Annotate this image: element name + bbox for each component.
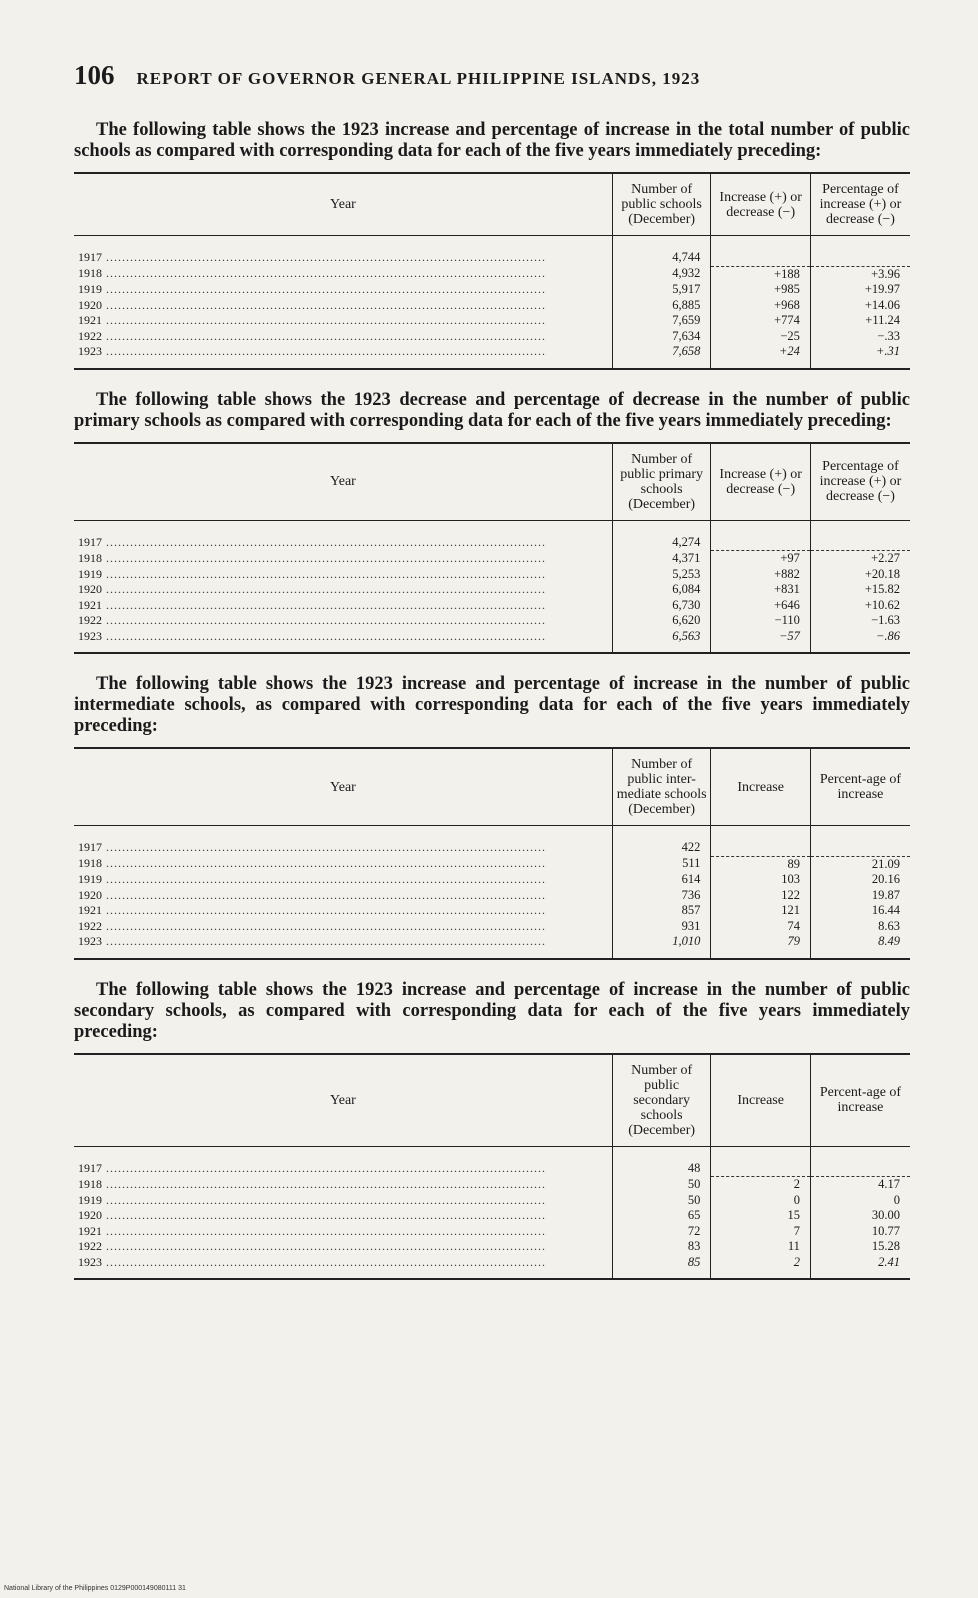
change-cell: −110 [711,613,811,629]
leader-dots: .............................................................................................................. [102,266,546,280]
year-cell [74,1239,612,1255]
leader-dots: .............................................................................................................. [102,328,546,343]
column-header: Percentage of increase (+) or decrease (−) [810,443,910,521]
change-cell: 89 [711,856,811,872]
percent-cell [810,520,910,551]
column-header: Increase (+) or decrease (−) [711,173,811,236]
year-label: 1921 [78,313,102,327]
change-cell: +831 [711,582,811,598]
number-cell: 72 [612,1224,711,1240]
table-row [74,582,910,598]
year-label: 1923 [78,1254,102,1269]
table-row [74,856,910,872]
table-row [74,826,910,857]
number-cell: 5,917 [612,282,711,298]
table-intro-paragraph: The following table shows the 1923 increase and percentage of increase in the number of public secondary schools, as compared with corresponding data for each of the five years immediately preceding: [74,979,910,1042]
percent-cell: +19.97 [810,282,910,298]
leader-dots: .............................................................................................................. [102,856,546,870]
number-cell: 50 [612,1177,711,1193]
table-row [74,344,910,369]
percent-cell: +15.82 [810,582,910,598]
table-row [74,567,910,583]
year-label: 1922 [78,1239,102,1253]
percent-cell: +10.62 [810,598,910,614]
leader-dots: .............................................................................................................. [102,628,546,643]
page-number: 106 [74,60,115,90]
percent-cell: +3.96 [810,266,910,282]
table-row [74,1255,910,1280]
table-row [74,282,910,298]
table-row [74,613,910,629]
year-cell [74,298,612,314]
change-cell: +97 [711,551,811,567]
percent-cell: +14.06 [810,298,910,314]
percent-cell: −.33 [810,329,910,345]
year-cell [74,856,612,872]
change-cell: 0 [711,1193,811,1209]
year-label: 1920 [78,1208,102,1222]
statistics-table [74,747,910,960]
year-cell [74,629,612,654]
year-cell [74,1146,612,1177]
percent-cell: 19.87 [810,888,910,904]
leader-dots: .............................................................................................................. [102,1176,546,1191]
year-cell [74,344,612,369]
table-row [74,236,910,267]
table-row [74,520,910,551]
percent-cell: 8.63 [810,919,910,935]
change-cell: 79 [711,934,811,959]
year-cell [74,329,612,345]
year-label: 1917 [78,534,102,549]
column-header: Increase [711,748,811,826]
table-row [74,1224,910,1240]
percent-cell: 20.16 [810,872,910,888]
table-row [74,934,910,959]
percent-cell [810,826,910,857]
year-cell [74,282,612,298]
year-cell [74,313,612,329]
change-cell: +24 [711,344,811,369]
number-cell: 4,371 [612,551,711,567]
column-header: Year [74,1054,612,1147]
change-cell [711,1146,811,1177]
leader-dots: .............................................................................................................. [102,903,546,917]
year-label: 1921 [78,1223,102,1238]
change-cell: +774 [711,313,811,329]
year-cell [74,567,612,583]
number-cell: 7,658 [612,344,711,369]
year-label: 1922 [78,613,102,627]
column-header: Number of public secondary schools (December) [612,1054,711,1147]
leader-dots: .............................................................................................................. [102,918,546,933]
change-cell: +985 [711,282,811,298]
leader-dots: .............................................................................................................. [102,313,546,327]
change-cell: 121 [711,903,811,919]
number-cell: 931 [612,919,711,935]
year-cell [74,236,612,267]
number-cell: 736 [612,888,711,904]
percent-cell: +2.27 [810,551,910,567]
statistics-table [74,172,910,370]
table-row [74,888,910,904]
year-label: 1920 [78,887,102,902]
scan-footer-note: National Library of the Philippines 0129P000149080111 31 [4,1585,186,1592]
number-cell: 614 [612,872,711,888]
year-label: 1922 [78,918,102,933]
change-cell: −25 [711,329,811,345]
percent-cell: −1.63 [810,613,910,629]
leader-dots: .............................................................................................................. [102,1239,546,1253]
leader-dots: .............................................................................................................. [102,534,546,549]
leader-dots: .............................................................................................................. [102,566,546,581]
change-cell [711,520,811,551]
year-cell [74,582,612,598]
number-cell: 83 [612,1239,711,1255]
leader-dots: .............................................................................................................. [102,297,546,312]
column-header: Year [74,748,612,826]
percent-cell: 10.77 [810,1224,910,1240]
percent-cell: 4.17 [810,1177,910,1193]
number-cell: 6,620 [612,613,711,629]
table-row [74,1177,910,1193]
year-label: 1917 [78,250,102,264]
year-label: 1919 [78,566,102,581]
year-label: 1919 [78,1192,102,1207]
table-intro-paragraph: The following table shows the 1923 increase and percentage of increase in the number of public intermediate schools, as compared with corresponding data for each of the five years immediately preceding: [74,674,910,736]
leader-dots: .............................................................................................................. [102,1254,546,1269]
leader-dots: .............................................................................................................. [102,344,546,358]
column-header: Number of public primary schools (December) [612,443,711,521]
year-cell [74,1224,612,1240]
leader-dots: .............................................................................................................. [102,1208,546,1222]
year-label: 1919 [78,872,102,886]
column-header: Number of public inter-mediate schools (December) [612,748,711,826]
change-cell: 74 [711,919,811,935]
percent-cell [810,236,910,267]
year-label: 1921 [78,903,102,917]
year-label: 1920 [78,297,102,312]
table-row [74,313,910,329]
year-cell [74,872,612,888]
change-cell [711,826,811,857]
number-cell: 1,010 [612,934,711,959]
number-cell: 6,885 [612,298,711,314]
year-cell [74,551,612,567]
change-cell: +188 [711,266,811,282]
change-cell: 2 [711,1255,811,1280]
year-label: 1918 [78,856,102,870]
year-cell [74,1177,612,1193]
year-cell [74,1255,612,1280]
column-header: Percent-age of increase [810,1054,910,1147]
number-cell: 65 [612,1208,711,1224]
percent-cell: +.31 [810,344,910,369]
table-row [74,903,910,919]
year-cell [74,598,612,614]
percent-cell: 15.28 [810,1239,910,1255]
table-header-row [74,1054,910,1147]
percent-cell: 21.09 [810,856,910,872]
number-cell: 422 [612,826,711,857]
table-row [74,1208,910,1224]
column-header: Increase [711,1054,811,1147]
number-cell: 6,730 [612,598,711,614]
number-cell: 4,744 [612,236,711,267]
column-header: Number of public schools (December) [612,173,711,236]
number-cell: 6,084 [612,582,711,598]
year-label: 1921 [78,597,102,612]
year-label: 1920 [78,582,102,596]
year-label: 1919 [78,282,102,296]
column-header: Percent-age of increase [810,748,910,826]
column-header: Year [74,173,612,236]
year-label: 1918 [78,1176,102,1191]
table-row [74,1239,910,1255]
table-header-row [74,173,910,236]
change-cell: 11 [711,1239,811,1255]
table-row [74,629,910,654]
year-label: 1922 [78,328,102,343]
leader-dots: .............................................................................................................. [102,597,546,612]
number-cell: 511 [612,856,711,872]
table-row [74,1193,910,1209]
table-header-row [74,443,910,521]
percent-cell [810,1146,910,1177]
column-header: Year [74,443,612,521]
leader-dots: .............................................................................................................. [102,250,546,264]
number-cell: 7,659 [612,313,711,329]
number-cell: 50 [612,1193,711,1209]
table-row [74,298,910,314]
leader-dots: .............................................................................................................. [102,934,546,948]
year-label: 1918 [78,266,102,280]
running-title: REPORT OF GOVERNOR GENERAL PHILIPPINE ISLANDS, 1923 [136,69,701,88]
year-cell [74,266,612,282]
year-cell [74,903,612,919]
percent-cell: +20.18 [810,567,910,583]
change-cell: 2 [711,1177,811,1193]
table-row [74,266,910,282]
change-cell: +646 [711,598,811,614]
leader-dots: .............................................................................................................. [102,1192,546,1207]
percent-cell: +11.24 [810,313,910,329]
change-cell: 103 [711,872,811,888]
change-cell [711,236,811,267]
percent-cell: 2.41 [810,1255,910,1280]
document-page [74,60,910,1280]
percent-cell: 30.00 [810,1208,910,1224]
year-cell [74,1208,612,1224]
sections-container [74,120,910,1280]
leader-dots: .............................................................................................................. [102,840,546,854]
table-row [74,551,910,567]
number-cell: 48 [612,1146,711,1177]
change-cell: 15 [711,1208,811,1224]
table-row [74,1146,910,1177]
number-cell: 85 [612,1255,711,1280]
percent-cell: 0 [810,1193,910,1209]
leader-dots: .............................................................................................................. [102,1160,546,1175]
number-cell: 857 [612,903,711,919]
year-cell [74,1193,612,1209]
table-row [74,872,910,888]
column-header: Increase (+) or decrease (−) [711,443,811,521]
year-label: 1918 [78,550,102,565]
percent-cell: 8.49 [810,934,910,959]
leader-dots: .............................................................................................................. [102,872,546,886]
year-label: 1917 [78,1160,102,1175]
leader-dots: .............................................................................................................. [102,887,546,902]
year-label: 1923 [78,628,102,643]
year-cell [74,613,612,629]
year-label: 1917 [78,840,102,854]
leader-dots: .............................................................................................................. [102,550,546,565]
number-cell: 6,563 [612,629,711,654]
change-cell: 122 [711,888,811,904]
leader-dots: .............................................................................................................. [102,613,546,627]
year-cell [74,826,612,857]
leader-dots: .............................................................................................................. [102,282,546,296]
number-cell: 4,932 [612,266,711,282]
change-cell: −57 [711,629,811,654]
table-row [74,919,910,935]
year-cell [74,919,612,935]
table-intro-paragraph: The following table shows the 1923 decrease and percentage of decrease in the number of public primary schools as compared with corresponding data for each of the five years immediately preceding: [74,389,910,431]
year-cell [74,934,612,959]
column-header: Percentage of increase (+) or decrease (−) [810,173,910,236]
year-cell [74,520,612,551]
table-row [74,598,910,614]
year-label: 1923 [78,344,102,358]
number-cell: 5,253 [612,567,711,583]
table-header-row [74,748,910,826]
table-row [74,329,910,345]
number-cell: 7,634 [612,329,711,345]
statistics-table [74,1053,910,1281]
number-cell: 4,274 [612,520,711,551]
change-cell: +968 [711,298,811,314]
percent-cell: 16.44 [810,903,910,919]
table-intro-paragraph: The following table shows the 1923 increase and percentage of increase in the total number of public schools as compared with corresponding data for each of the five years immediately preceding: [74,120,910,161]
change-cell: +882 [711,567,811,583]
year-cell [74,888,612,904]
change-cell: 7 [711,1224,811,1240]
page-header [74,60,910,100]
statistics-table [74,442,910,655]
leader-dots: .............................................................................................................. [102,582,546,596]
leader-dots: .............................................................................................................. [102,1223,546,1238]
year-label: 1923 [78,934,102,948]
percent-cell: −.86 [810,629,910,654]
